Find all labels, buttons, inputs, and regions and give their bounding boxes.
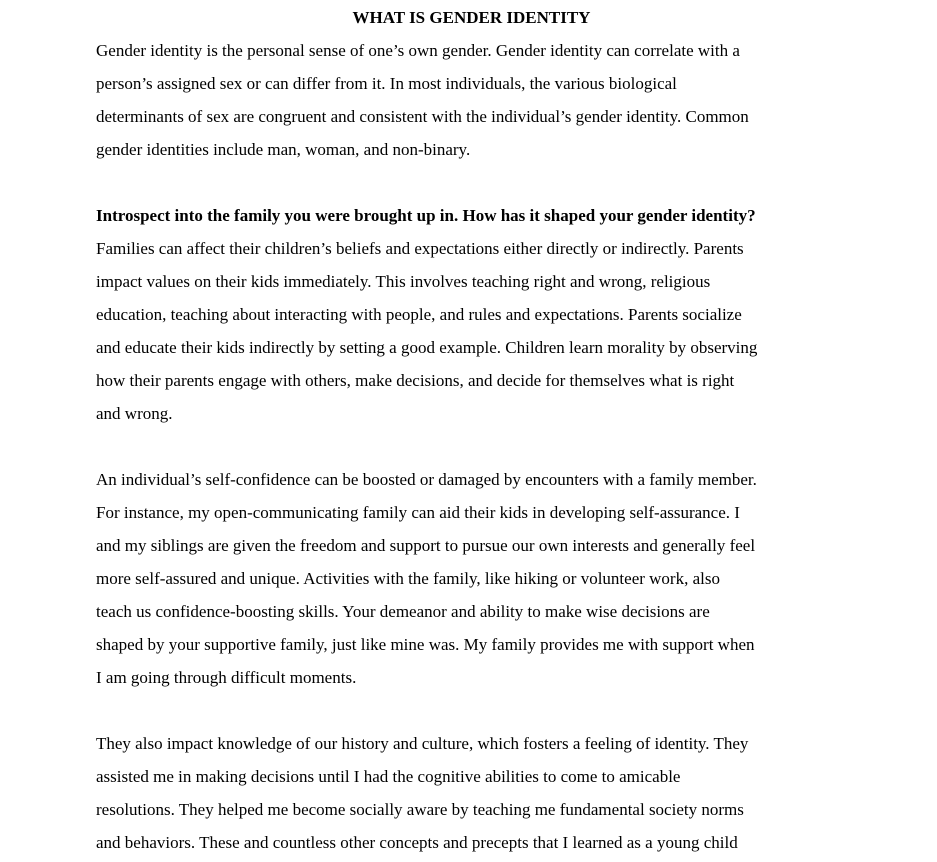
text-line: They also impact knowledge of our history and culture, which fosters a feeling of identity. They xyxy=(96,734,749,753)
text-line: assisted me in making decisions until I had the cognitive abilities to come to amicable xyxy=(96,767,681,786)
text-line: more self-assured and unique. Activities with the family, like hiking or volunteer work, also xyxy=(96,569,720,588)
text-line: determinants of sex are congruent and consistent with the individual’s gender identity. Common xyxy=(96,107,749,126)
section-family xyxy=(96,199,847,430)
text-line: gender identities include man, woman, and non-binary. xyxy=(96,140,471,159)
blank-line xyxy=(96,430,847,463)
text-line: impact values on their kids immediately. This involves teaching right and wrong, religious xyxy=(96,272,711,291)
text-line: teach us confidence-boosting skills. Your demeanor and ability to make wise decisions are xyxy=(96,602,710,621)
text-line: and my siblings are given the freedom and support to pursue our own interests and generally feel xyxy=(96,536,756,555)
text-line: person’s assigned sex or can differ from it. In most individuals, the various biological xyxy=(96,74,677,93)
paragraph-intro xyxy=(96,34,847,166)
blank-line xyxy=(96,694,847,727)
section-heading: Introspect into the family you were brought up in. How has it shaped your gender identity? xyxy=(96,206,756,225)
text-line: shaped by your supportive family, just like mine was. My family provides me with support when xyxy=(96,635,755,654)
text-line: and wrong. xyxy=(96,404,173,423)
document-title: WHAT IS GENDER IDENTITY xyxy=(352,8,591,27)
paragraph-self-confidence xyxy=(96,463,847,694)
text-line: how their parents engage with others, make decisions, and decide for themselves what is right xyxy=(96,371,735,390)
text-line: and educate their kids indirectly by setting a good example. Children learn morality by observing xyxy=(96,338,758,357)
text-line: resolutions. They helped me become socially aware by teaching me fundamental society norms xyxy=(96,800,744,819)
text-line: An individual’s self-confidence can be boosted or damaged by encounters with a family member. xyxy=(96,470,757,489)
text-line: and behaviors. These and countless other concepts and precepts that I learned as a young child xyxy=(96,833,738,852)
text-line: For instance, my open-communicating family can aid their kids in developing self-assurance. I xyxy=(96,503,740,522)
text-line: Families can affect their children’s beliefs and expectations either directly or indirectly. Parents xyxy=(96,239,744,258)
text-line: Gender identity is the personal sense of one’s own gender. Gender identity can correlate with a xyxy=(96,41,740,60)
paragraph-history-culture xyxy=(96,727,847,859)
text-line: education, teaching about interacting with people, and rules and expectations. Parents socialize xyxy=(96,305,742,324)
blank-line xyxy=(96,166,847,199)
text-line: I am going through difficult moments. xyxy=(96,668,357,687)
